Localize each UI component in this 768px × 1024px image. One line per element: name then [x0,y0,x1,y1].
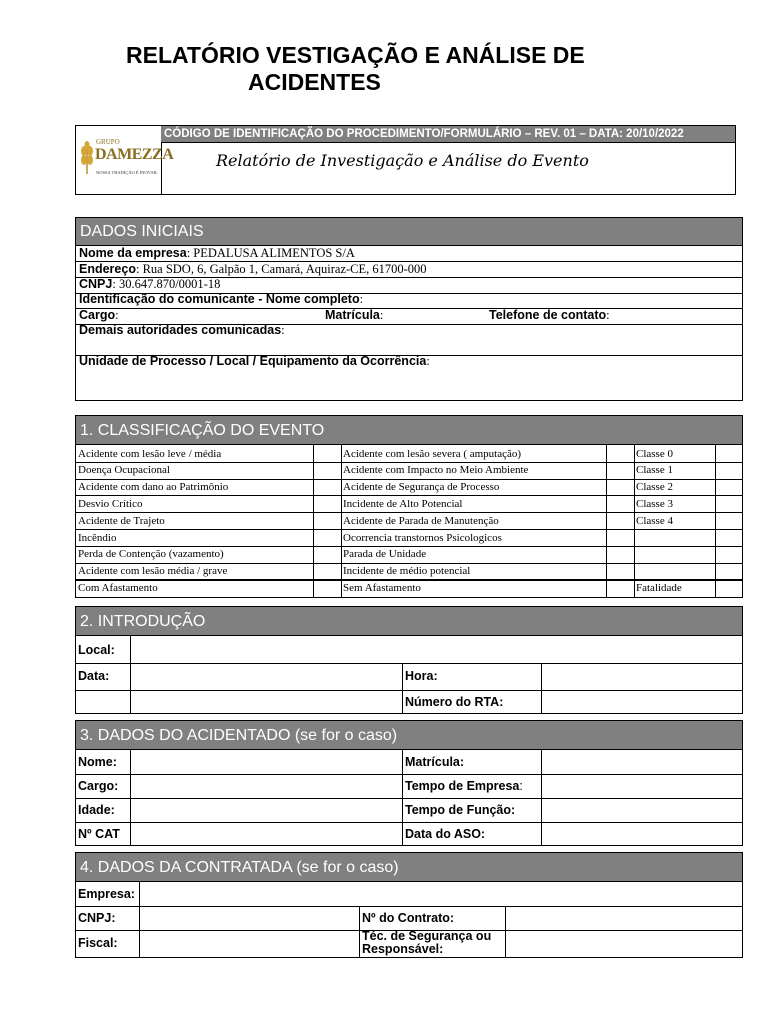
classification-checkbox[interactable] [607,513,633,528]
grid-column-line [606,445,607,597]
comunicante-label: Identificação do comunicante - Nome completo [79,292,360,306]
nome-label: Nome: [78,755,117,769]
classification-option: Parada de Unidade [343,548,427,561]
rta-input[interactable] [542,691,741,713]
logo-brand-name: DAMEZZA [95,146,174,163]
colon: : [359,292,364,306]
telefone-field[interactable] [489,308,610,323]
classification-option: Acidente com Impacto no Meio Ambiente [343,464,529,477]
document-subtitle: Relatório de Investigação e Análise do Evento [216,151,589,170]
tempo-empresa-input[interactable] [542,775,741,797]
tempo-funcao-label: Tempo de Função: [405,803,516,817]
classification-option: Acidente com lesão média / grave [78,565,228,578]
classification-checkbox[interactable] [314,580,340,596]
classificacao-heading: 1. CLASSIFICAÇÃO DO EVENTO [76,416,742,445]
divider [402,750,403,845]
comunicante-row[interactable] [79,292,363,307]
classification-checkbox[interactable] [716,463,741,478]
rta-label: Número do RTA: [405,695,504,709]
classification-option: Doença Ocupacional [78,464,170,477]
classification-option: Acidente com lesão severa ( amputação) [343,447,522,460]
page-title [0,42,768,96]
divider [359,906,360,957]
colon: : [519,779,523,793]
classification-option [634,530,715,547]
divider [402,663,403,713]
contratada-section [75,852,743,958]
colon: : [379,308,384,322]
acidentado-section [75,720,743,846]
cargo-label: Cargo [79,308,116,322]
classification-checkbox[interactable] [607,463,633,478]
grid-column-line [715,445,716,597]
classification-option: Fatalidade [636,581,682,594]
cat-label: Nº CAT [78,827,120,841]
unidade-label: Unidade de Processo / Local / Equipamento da Ocorrência [79,354,427,368]
classification-checkbox[interactable] [314,496,340,511]
page-title-line-2: ACIDENTES [248,69,381,95]
cnpj-row [79,277,220,292]
hora-input[interactable] [542,664,741,689]
grid-column-line [341,445,342,597]
classification-checkbox[interactable] [716,580,741,596]
classification-option: Acidente de Parada de Manutenção [343,514,499,527]
local-label: Local: [78,643,115,657]
classification-checkbox[interactable] [607,580,633,596]
tec-label-line-1: Téc. de Segurança ou [362,929,492,943]
divider [76,308,742,309]
classification-checkbox[interactable] [607,496,633,511]
cnpj-value[interactable]: : 30.647.870/0001-18 [112,277,221,291]
classification-checkbox[interactable] [314,564,340,579]
classification-option: Classe 3 [636,497,673,510]
matricula-label: Matrícula: [405,755,465,769]
classification-checkbox[interactable] [314,547,340,562]
cargo-row[interactable] [79,308,119,323]
empresa-row [79,246,355,261]
colon: : [606,308,610,322]
classification-checkbox[interactable] [716,547,741,562]
classification-checkbox[interactable] [314,463,340,478]
page-title-line-1: RELATÓRIO VESTIGAÇÃO E ANÁLISE DE [126,42,585,68]
empresa-value[interactable]: : PEDALUSA ALIMENTOS S/A [186,246,355,260]
acidentado-heading: 3. DADOS DO ACIDENTADO (se for o caso) [76,721,742,750]
classification-option: Acidente com lesão leve / média [78,447,222,460]
classification-option: Perda de Contenção (vazamento) [78,548,224,561]
tec-label-line-2: Responsável: [362,942,444,956]
tec-seguranca-input[interactable] [506,931,741,957]
fiscal-label: Fiscal: [78,936,118,950]
classification-checkbox[interactable] [607,564,633,579]
classification-option: Desvio Crítico [78,497,143,510]
colon: : [115,308,119,322]
unidade-row[interactable] [79,354,430,369]
classification-checkbox[interactable] [607,547,633,562]
colon: : [426,354,430,368]
logo-tagline: NOSSA TRADIÇÃO É INOVAR. [96,170,158,175]
classification-checkbox[interactable] [716,564,741,579]
data-input[interactable] [131,664,401,689]
cnpj-input[interactable] [140,907,358,929]
classification-checkbox[interactable] [607,530,633,545]
empresa-label: Nome da empresa [79,246,187,260]
classification-option: Classe 2 [636,481,673,494]
classification-option [634,563,715,580]
classification-checkbox[interactable] [607,446,633,461]
classification-option: Ocorrencia transtornos Psicologicos [343,531,502,544]
telefone-label: Telefone de contato [489,308,607,322]
cat-input[interactable] [131,823,401,845]
matricula-label: Matrícula [325,308,380,322]
endereco-label: Endereço [79,262,136,276]
cnpj-label: CNPJ [79,277,113,291]
classification-option: Acidente com dano ao Patrimônio [78,481,229,494]
document-header [75,125,736,195]
classification-checkbox[interactable] [314,446,340,461]
classification-option: Incêndio [78,531,117,544]
classification-checkbox[interactable] [314,480,340,495]
tempo-funcao-input[interactable] [542,799,741,821]
aso-label: Data do ASO: [405,827,486,841]
classification-option: Com Afastamento [78,581,158,594]
empresa-label: Empresa: [78,887,135,901]
classification-option: Classe 1 [636,464,673,477]
contrato-label: Nº do Contrato: [362,911,455,925]
local-input[interactable] [131,637,741,662]
aso-input[interactable] [542,823,741,845]
classification-checkbox[interactable] [607,480,633,495]
classification-option: Classe 4 [636,514,673,527]
cargo-input[interactable] [131,775,401,797]
endereco-value[interactable]: : Rua SDO, 6, Galpão 1, Camará, Aquiraz-CE, 61700-000 [135,262,427,276]
matricula-field[interactable] [325,308,383,323]
matricula-input[interactable] [542,751,741,773]
grid-column-line [313,445,314,597]
idade-label: Idade: [78,803,115,817]
tempo-empresa-text: Tempo de Empresa [405,779,520,793]
autoridades-label: Demais autoridades comunicadas [79,323,282,337]
classification-checkbox[interactable] [314,513,340,528]
cnpj-label: CNPJ: [78,911,116,925]
contrato-input[interactable] [506,907,741,929]
classification-checkbox[interactable] [314,530,340,545]
classification-checkbox[interactable] [716,446,741,461]
wheat-icon [79,141,95,175]
dados-iniciais-section [75,217,743,401]
classificacao-section [75,415,743,598]
endereco-row [79,262,427,277]
classification-option: Incidente de médio potencial [343,565,471,578]
autoridades-row[interactable] [79,323,285,338]
hora-label: Hora: [405,669,438,683]
introducao-section [75,606,743,714]
idade-input[interactable] [131,799,401,821]
classification-option: Incidente de Alto Potencial [343,497,463,510]
nome-input[interactable] [131,751,401,773]
tec-seguranca-label [362,930,491,956]
classification-option: Acidente de Trajeto [78,514,165,527]
classification-option [634,546,715,563]
classification-checkbox[interactable] [716,513,741,528]
classification-checkbox[interactable] [716,480,741,495]
introducao-heading: 2. INTRODUÇÃO [76,607,742,636]
classification-checkbox[interactable] [716,496,741,511]
company-logo [76,126,174,194]
contratada-heading: 4. DADOS DA CONTRATADA (se for o caso) [76,853,742,882]
tempo-empresa-label [405,779,523,793]
classification-option: Sem Afastamento [343,581,421,594]
cargo-label: Cargo: [78,779,119,793]
classification-grid [76,445,742,597]
classification-option: Acidente de Segurança de Processo [343,481,500,494]
grid-column-line [634,445,635,597]
classification-option: Classe 0 [636,447,673,460]
dados-iniciais-heading: DADOS INICIAIS [76,218,742,246]
classification-checkbox[interactable] [716,530,741,545]
fiscal-input[interactable] [140,931,358,957]
logo-group-label: GRUPO [96,138,120,146]
colon: : [281,323,285,337]
data-label: Data: [78,669,110,683]
empresa-input[interactable] [140,883,741,905]
procedure-code-bar: CÓDIGO DE IDENTIFICAÇÃO DO PROCEDIMENTO/FORMULÁRIO – REV. 01 – DATA: 20/10/2022 [161,126,735,143]
